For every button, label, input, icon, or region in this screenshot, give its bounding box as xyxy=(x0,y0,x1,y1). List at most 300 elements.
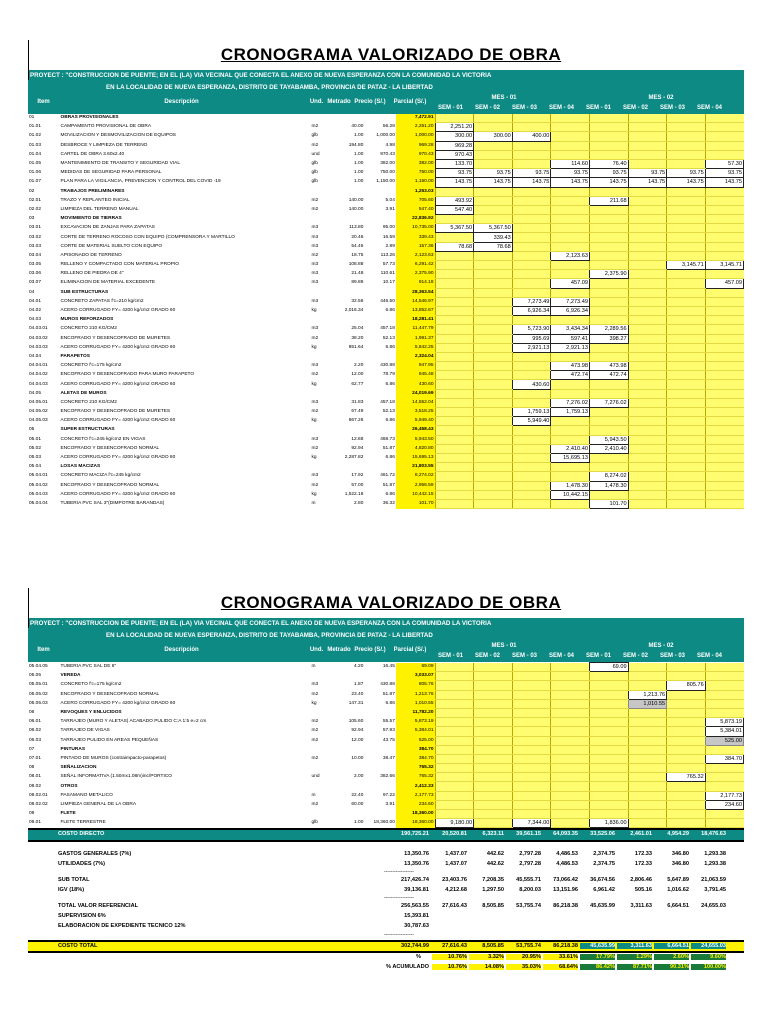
cell-und: kg xyxy=(311,700,317,706)
cell-semana xyxy=(512,159,551,168)
cell-semana xyxy=(474,453,513,462)
cell-semana xyxy=(589,773,628,782)
cell-semana xyxy=(512,699,551,708)
page-title: CRONOGRAMA VALORIZADO DE OBRA xyxy=(220,593,562,612)
cell-semana xyxy=(435,663,474,672)
cell-semana xyxy=(705,773,743,782)
cell-descripcion: PINTURAS xyxy=(60,746,86,752)
cell-metrado: 12.68 xyxy=(351,436,364,442)
cell-semana xyxy=(512,453,551,462)
category-row xyxy=(28,782,744,791)
cell-parcial: 547.40 xyxy=(396,205,435,214)
cell-semana: 2,410.40 xyxy=(589,444,628,453)
cell-descripcion: PASAMANO METALICO xyxy=(60,792,113,798)
cell-semana: 93.75 xyxy=(551,169,590,178)
cell-semana: 143.75 xyxy=(512,178,551,187)
header-sem: SEM - 01 xyxy=(585,105,611,111)
cell-semana xyxy=(705,810,743,819)
cell-semana xyxy=(667,481,706,490)
cell-semana xyxy=(474,782,513,791)
table-row xyxy=(28,408,744,417)
dash-line: ------------------ xyxy=(384,869,414,876)
cell-semana xyxy=(435,490,474,499)
cell-item: 01.06 xyxy=(29,170,42,176)
header-sem: SEM - 03 xyxy=(511,105,537,111)
cell-semana xyxy=(512,764,551,773)
summary-semana: 346.80 xyxy=(671,861,689,868)
gastos-row xyxy=(28,850,744,860)
summary-semana: 2,797.28 xyxy=(519,851,541,858)
cell-semana xyxy=(474,745,513,754)
table-row xyxy=(28,270,744,279)
cell-semana xyxy=(589,764,628,773)
cell-metrado: 2,016.34 xyxy=(344,308,364,314)
table-row xyxy=(28,490,744,499)
dash-line: ------------------ xyxy=(384,932,414,939)
cell-metrado xyxy=(338,672,364,681)
cell-parcial: 13,852.67 xyxy=(396,306,435,315)
cell-semana: 3,145.71 xyxy=(705,261,743,270)
cell-semana xyxy=(705,325,743,334)
summary-semana: 2,374.75 xyxy=(593,851,615,858)
cell-semana xyxy=(628,800,667,809)
table-row xyxy=(28,251,744,260)
table-row xyxy=(28,150,744,159)
margin-line xyxy=(28,40,29,80)
cell-semana xyxy=(628,205,667,214)
cell-semana xyxy=(512,672,551,681)
cell-semana xyxy=(628,141,667,150)
cell-semana xyxy=(551,764,590,773)
cell-item: 01 xyxy=(29,115,35,121)
cell-semana: 143.75 xyxy=(667,178,706,187)
cell-precio xyxy=(364,810,396,819)
cell-item: 04.03 xyxy=(29,317,42,323)
cell-semana xyxy=(705,297,743,306)
cell-metrado: 1.00 xyxy=(354,170,364,176)
acumulado-row xyxy=(28,963,744,973)
cell-und xyxy=(311,215,338,224)
cell-precio: 750.00 xyxy=(380,170,395,176)
cell-parcial: 28,363.54 xyxy=(396,288,435,297)
cell-semana xyxy=(435,435,474,444)
cell-semana xyxy=(435,791,474,800)
summary-semana: 442.62 xyxy=(486,861,504,868)
cell-metrado: 1.00 xyxy=(354,179,364,185)
cell-semana: 3,145.71 xyxy=(667,261,706,270)
cell-semana xyxy=(512,782,551,791)
cell-parcial: 11,447.79 xyxy=(396,325,435,334)
cell-und: m2 xyxy=(311,691,319,697)
cell-precio: 113.26 xyxy=(380,252,395,258)
summary-semana: 442.62 xyxy=(486,851,504,858)
cell-precio xyxy=(364,114,396,123)
cell-semana xyxy=(551,150,590,159)
summary-semana: 90.31% xyxy=(654,964,689,970)
table-row xyxy=(28,233,744,242)
cell-parcial: 969.28 xyxy=(396,141,435,150)
cell-semana xyxy=(628,708,667,717)
cell-semana xyxy=(628,233,667,242)
table-row xyxy=(28,279,744,288)
summary-semana: 3,311.63 xyxy=(617,943,652,949)
category-row xyxy=(28,215,744,224)
cell-semana xyxy=(512,690,551,699)
summary-semana: 68.64% xyxy=(543,964,578,970)
summary-semana: 7,208.35 xyxy=(482,877,504,884)
cell-und: m3 xyxy=(311,682,319,688)
summary-semana: 10.76% xyxy=(432,964,467,970)
cell-semana: 300.00 xyxy=(474,132,513,141)
header-sem: SEM - 02 xyxy=(622,653,648,659)
cell-semana: 7,344.00 xyxy=(512,819,551,828)
cell-semana xyxy=(705,398,743,407)
cell-semana xyxy=(551,417,590,426)
cell-parcial: 5,943.50 xyxy=(396,435,435,444)
cell-parcial: 10,442.15 xyxy=(396,490,435,499)
header-sem: SEM - 04 xyxy=(548,105,574,111)
cell-semana xyxy=(551,435,590,444)
cell-semana xyxy=(474,800,513,809)
cell-und: glb xyxy=(311,161,318,167)
cell-descripcion: MOVIMIENTO DE TIERRAS xyxy=(60,216,122,222)
cell-item: 05.05 xyxy=(29,673,42,679)
cell-semana xyxy=(551,114,590,123)
cell-semana xyxy=(435,481,474,490)
cell-item: 06 xyxy=(29,710,35,716)
cell-semana xyxy=(512,270,551,279)
cell-semana xyxy=(628,435,667,444)
cell-semana: 5,384.01 xyxy=(705,727,743,736)
cell-item: 05.05.03 xyxy=(29,700,48,706)
cell-descripcion: PARAPETOS xyxy=(60,353,90,359)
cell-semana xyxy=(435,782,474,791)
cell-semana xyxy=(667,708,706,717)
summary-semana: 6,323.11 xyxy=(482,831,504,838)
cell-metrado: 67.49 xyxy=(351,409,364,415)
cell-semana xyxy=(474,270,513,279)
cell-precio: 468.73 xyxy=(380,436,395,442)
cell-item: 03.07 xyxy=(29,280,42,286)
cell-precio xyxy=(364,745,396,754)
cell-semana xyxy=(589,242,628,251)
summary-semana: 172.33 xyxy=(634,861,652,868)
cell-semana xyxy=(474,463,513,472)
cell-semana xyxy=(551,123,590,132)
cell-semana xyxy=(551,800,590,809)
cell-semana: 6,926.34 xyxy=(512,306,551,315)
cell-precio: 97.22 xyxy=(382,792,395,798)
cell-semana xyxy=(512,754,551,763)
cell-precio: 461.72 xyxy=(380,473,395,479)
cell-semana xyxy=(474,718,513,727)
cell-metrado xyxy=(338,782,364,791)
cell-semana: 1,759.13 xyxy=(512,408,551,417)
cell-und: m3 xyxy=(311,262,319,268)
category-row xyxy=(28,288,744,297)
summary-semana: 20,520.81 xyxy=(442,831,467,838)
cell-semana: 457.09 xyxy=(705,279,743,288)
cell-metrado xyxy=(338,426,364,435)
cell-semana xyxy=(705,362,743,371)
cell-semana xyxy=(628,334,667,343)
cell-und: kg xyxy=(311,455,317,461)
cell-semana xyxy=(435,306,474,315)
cell-item: 08.02.02 xyxy=(29,801,48,807)
cell-semana xyxy=(589,754,628,763)
cell-descripcion: CONCRETO 210 KG/CM2 xyxy=(60,326,117,332)
cell-semana: 2,375.90 xyxy=(589,270,628,279)
cell-und: m3 xyxy=(311,436,319,442)
cell-semana xyxy=(589,727,628,736)
cell-parcial: 1,150.00 xyxy=(396,178,435,187)
summary-semana: 45,555.71 xyxy=(516,877,541,884)
summary-semana: 8,200.03 xyxy=(519,887,541,894)
cell-semana xyxy=(474,819,513,828)
cell-semana xyxy=(551,389,590,398)
cell-metrado: 867.26 xyxy=(348,418,364,424)
cell-semana xyxy=(705,426,743,435)
cell-semana xyxy=(589,389,628,398)
cell-semana xyxy=(628,242,667,251)
cell-item: 08 xyxy=(29,765,35,771)
cell-semana xyxy=(628,727,667,736)
cell-semana xyxy=(512,242,551,251)
cell-semana xyxy=(628,481,667,490)
summary-semana: 10.76% xyxy=(432,954,467,960)
header-sem: SEM - 01 xyxy=(437,653,463,659)
header-sem: SEM - 03 xyxy=(659,653,685,659)
summary-semana: 24,655.03 xyxy=(691,943,726,949)
cell-semana xyxy=(667,343,706,352)
cell-semana xyxy=(551,380,590,389)
cell-semana xyxy=(474,764,513,773)
cell-semana xyxy=(589,453,628,462)
cell-semana xyxy=(512,463,551,472)
cell-semana xyxy=(512,499,551,508)
cell-semana: 10,442.15 xyxy=(551,490,590,499)
cell-semana: 7,276.02 xyxy=(589,398,628,407)
cell-semana xyxy=(435,444,474,453)
cell-descripcion: ELIMINACION DE MATERIAL EXCEDENTE xyxy=(60,280,156,286)
cell-metrado: 140.00 xyxy=(348,197,364,203)
cell-precio: 55.57 xyxy=(382,719,395,725)
cell-semana xyxy=(551,663,590,672)
costo-directo-row xyxy=(28,828,744,842)
cell-semana xyxy=(474,343,513,352)
cell-item: 05.05.01 xyxy=(29,682,48,688)
cell-semana xyxy=(628,773,667,782)
cell-item: 02.02 xyxy=(29,206,42,212)
cell-parcial: 2,412.33 xyxy=(396,782,435,791)
cell-precio xyxy=(364,288,396,297)
cell-semana xyxy=(628,325,667,334)
cell-semana: 805.76 xyxy=(667,681,706,690)
cell-parcial: 970.43 xyxy=(396,150,435,159)
cell-metrado: 20.46 xyxy=(351,234,364,240)
table-row xyxy=(28,297,744,306)
page-title: CRONOGRAMA VALORIZADO DE OBRA xyxy=(220,45,562,64)
cell-und: m3 xyxy=(311,280,319,286)
header-und: Und. xyxy=(309,647,324,653)
summary-semana: 20.95% xyxy=(506,954,541,960)
cell-semana: 6,926.34 xyxy=(551,306,590,315)
cell-item: 04.03.03 xyxy=(29,344,48,350)
cell-und: m2 xyxy=(311,482,319,488)
category-row xyxy=(28,764,744,773)
cell-descripcion: TARRAJEO PULIDO EN AREAS PEQUEÑAS xyxy=(60,737,159,743)
cell-semana xyxy=(628,380,667,389)
cell-descripcion: ACERO CORRUGADO FY= 4200 kg/cm2 GRADO 60 xyxy=(60,344,176,350)
cell-semana xyxy=(551,819,590,828)
cell-semana xyxy=(705,114,743,123)
cell-parcial: 24,019.69 xyxy=(396,389,435,398)
cell-semana xyxy=(667,810,706,819)
cell-semana xyxy=(474,352,513,361)
cell-und xyxy=(311,745,338,754)
cell-semana xyxy=(512,316,551,325)
cell-semana xyxy=(589,490,628,499)
cell-semana: 970.43 xyxy=(435,150,474,159)
margin-line xyxy=(28,588,29,628)
cell-semana: 93.75 xyxy=(628,169,667,178)
summary-label: GASTOS GENERALES (7%) xyxy=(58,851,132,858)
cell-und xyxy=(311,463,338,472)
cell-und xyxy=(311,708,338,717)
cell-item: 04.04.02 xyxy=(29,372,48,378)
category-row xyxy=(28,187,744,196)
cell-semana xyxy=(705,417,743,426)
cell-semana: 2,921.13 xyxy=(512,343,551,352)
cell-semana xyxy=(667,672,706,681)
cell-semana: 457.09 xyxy=(551,279,590,288)
summary-semana: 8,505.85 xyxy=(482,943,504,950)
cell-semana xyxy=(435,417,474,426)
cell-semana xyxy=(628,251,667,260)
table-row xyxy=(28,736,744,745)
cell-parcial: 18,360.00 xyxy=(396,810,435,819)
cell-und: m3 xyxy=(311,326,319,332)
cell-descripcion: CORTE DE MATERIAL SUELTO CON EQUIPO xyxy=(60,243,163,249)
cell-und xyxy=(311,288,338,297)
cell-semana xyxy=(474,150,513,159)
cell-parcial: 5,949.40 xyxy=(396,417,435,426)
cell-semana xyxy=(435,681,474,690)
cell-precio: 5.04 xyxy=(385,197,395,203)
cell-semana: 8,274.02 xyxy=(589,472,628,481)
cell-semana: 300.00 xyxy=(435,132,474,141)
cell-semana xyxy=(705,196,743,205)
cell-metrado: 89.89 xyxy=(351,280,364,286)
cell-semana xyxy=(435,708,474,717)
cell-precio: 18,360.00 xyxy=(373,820,395,826)
header-sem: SEM - 02 xyxy=(622,105,648,111)
cell-semana xyxy=(435,472,474,481)
cell-semana xyxy=(474,754,513,763)
cell-semana xyxy=(628,718,667,727)
cell-precio: 52.13 xyxy=(382,335,395,341)
summary-semana: 9.60% xyxy=(691,954,726,960)
summary-label: ELABORACION DE EXPEDIENTE TECNICO 12% xyxy=(58,923,186,930)
cell-precio: 457.18 xyxy=(380,326,395,332)
cell-descripcion: FLETE TERRESTRE xyxy=(60,820,106,826)
summary-semana: 6,961.42 xyxy=(593,887,615,894)
summary-semana: 505.16 xyxy=(634,887,652,894)
cell-semana: 472.74 xyxy=(589,371,628,380)
cell-metrado: 22.40 xyxy=(351,792,364,798)
cell-semana xyxy=(705,141,743,150)
cell-parcial: 2,956.59 xyxy=(396,481,435,490)
cell-descripcion: CORTE DE TERRENO ROCOSO CON EQUIPO (COMPRENSORA Y MARTILLO xyxy=(60,234,235,240)
cell-parcial: 11,782.20 xyxy=(396,708,435,717)
cell-semana xyxy=(628,261,667,270)
cell-semana xyxy=(667,435,706,444)
cell-semana xyxy=(435,389,474,398)
table-row xyxy=(28,499,744,508)
cell-item: 06.02 xyxy=(29,728,42,734)
cell-semana: 995.69 xyxy=(512,334,551,343)
cell-semana: 143.75 xyxy=(474,178,513,187)
cell-item: 03.01 xyxy=(29,225,42,231)
subtotal-row xyxy=(28,876,744,886)
cell-semana xyxy=(589,745,628,754)
cell-semana xyxy=(705,205,743,214)
header-sem: SEM - 01 xyxy=(437,105,463,111)
cell-semana: 143.75 xyxy=(705,178,743,187)
cell-und: kg xyxy=(311,381,317,387)
cell-parcial: 6,291.42 xyxy=(396,261,435,270)
cell-semana xyxy=(589,718,628,727)
cell-semana xyxy=(628,159,667,168)
cell-semana xyxy=(667,141,706,150)
cell-descripcion: CONCRETO ZAPATAS f'c=210 kg/cm2 xyxy=(60,298,144,304)
cell-semana xyxy=(512,681,551,690)
cell-und: glb xyxy=(311,170,318,176)
cell-semana xyxy=(474,708,513,717)
cell-semana xyxy=(474,196,513,205)
cell-parcial: 18,360.00 xyxy=(396,819,435,828)
cell-semana xyxy=(512,663,551,672)
summary-semana: 33.61% xyxy=(543,954,578,960)
cell-metrado: 1.00 xyxy=(354,161,364,167)
cell-semana xyxy=(435,352,474,361)
table-row xyxy=(28,718,744,727)
summary-semana: 3,311.63 xyxy=(630,903,652,910)
cell-semana: 1,213.76 xyxy=(628,690,667,699)
summary-semana: 86,218.38 xyxy=(553,943,578,950)
project-line-1: PROYECT : "CONSTRUCCION DE PUENTE; EN EL (LA) VIA VECINAL QUE CONECTA EL ANEXO DE NUEVA ESPERANZA CON LA COMUNIDAD LA VICTORIA xyxy=(28,618,744,630)
table-row xyxy=(28,380,744,389)
cell-metrado: 92.94 xyxy=(351,728,364,734)
cell-semana xyxy=(512,435,551,444)
cell-descripcion: CONCRETO f'c=175 kg/cm2 xyxy=(60,363,122,369)
cell-parcial: 1,000.00 xyxy=(396,132,435,141)
cell-semana xyxy=(551,288,590,297)
cell-semana xyxy=(628,764,667,773)
cell-metrado: 1.87 xyxy=(354,682,364,688)
cell-metrado xyxy=(338,114,364,123)
cell-semana xyxy=(474,690,513,699)
cell-semana xyxy=(589,205,628,214)
cell-semana xyxy=(667,718,706,727)
cell-descripcion: ACERO CORRUGADO FY= 4200 kg/cm2 GRADO 60 xyxy=(60,308,176,314)
cell-precio: 16.59 xyxy=(382,234,395,240)
cell-item: 01.05 xyxy=(29,161,42,167)
cell-semana xyxy=(474,389,513,398)
table-row xyxy=(28,123,744,132)
cell-descripcion: TUBERIA PVC SAL 3"(DIMPOTRE BARANDAS) xyxy=(60,500,165,506)
summary-semana: 1,293.38 xyxy=(704,861,726,868)
